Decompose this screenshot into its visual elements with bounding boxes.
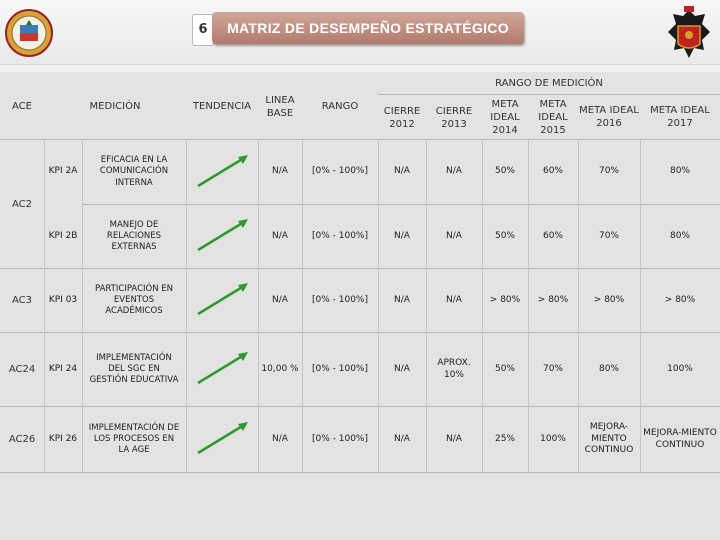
- header-rango: RANGO: [321, 100, 359, 112]
- meta-2014-value: 50%: [494, 166, 515, 177]
- trend-up-arrow-icon: [190, 278, 254, 322]
- header-cierre-2013: CIERRE 2013: [435, 106, 473, 130]
- meta-2016-value: MEJORA-MIENTO CONTINUO: [584, 421, 634, 456]
- header-rango-de-medicion: RANGO DE MEDICIÓN: [495, 77, 603, 89]
- page-title: MATRIZ DE DESEMPEÑO ESTRATÉGICO: [212, 12, 524, 44]
- meta-2017-value: 80%: [669, 230, 690, 241]
- cierre-2012-value: N/A: [394, 166, 410, 177]
- meta-2017-value: 80%: [669, 166, 690, 177]
- cierre-2012-value: N/A: [394, 230, 410, 241]
- cierre-2012-value: N/A: [394, 294, 410, 305]
- medicion-description: PARTICIPACIÓN EN EVENTOS ACADÉMICOS: [95, 283, 173, 317]
- meta-2014-value: 25%: [494, 433, 515, 444]
- header-cierre-2012: CIERRE 2012: [383, 106, 421, 130]
- header-medicion: MEDICIÓN: [89, 100, 141, 112]
- column-divider: [186, 140, 187, 472]
- kpi-code: KPI 03: [48, 294, 78, 305]
- meta-2015-value: 100%: [540, 433, 566, 444]
- header-meta-2016: META IDEAL 2016: [579, 105, 639, 129]
- meta-2015-value: 60%: [542, 166, 563, 177]
- meta-2017-value: 100%: [667, 363, 693, 374]
- cierre-2013-value: N/A: [446, 230, 462, 241]
- row-divider: [0, 472, 720, 473]
- rango-value: [0% - 100%]: [312, 166, 368, 177]
- medicion-description: IMPLEMENTACIÓN DEL SGC EN GESTIÓN EDUCATIVA: [89, 352, 179, 386]
- cierre-2013-value: N/A: [446, 433, 462, 444]
- meta-2014-value: 50%: [494, 363, 515, 374]
- rango-value: [0% - 100%]: [312, 363, 368, 374]
- meta-2016-value: > 80%: [593, 294, 625, 305]
- trend-up-arrow-icon: [190, 150, 254, 194]
- institution-emblem-left: [4, 8, 54, 58]
- slide-number: 6: [192, 14, 214, 46]
- meta-2016-value: 70%: [598, 166, 619, 177]
- rango-value: [0% - 100%]: [312, 294, 368, 305]
- linea-base-value: N/A: [272, 166, 288, 177]
- trend-up-arrow-icon: [190, 347, 254, 391]
- meta-2015-value: > 80%: [537, 294, 569, 305]
- ace-group-label: AC24: [8, 364, 36, 375]
- cierre-2012-value: N/A: [394, 363, 410, 374]
- header-tendencia: TENDENCIA: [192, 100, 252, 112]
- header-meta-2014: META IDEAL 2014: [490, 98, 520, 136]
- header-ace: ACE: [12, 100, 32, 112]
- linea-base-value: N/A: [272, 230, 288, 241]
- kpi-code: KPI 24: [48, 363, 78, 374]
- rango-value: [0% - 100%]: [312, 433, 368, 444]
- meta-2017-value: MEJORA-MIENTO CONTINUO: [643, 427, 717, 450]
- meta-2015-value: 70%: [542, 363, 563, 374]
- meta-2015-value: 60%: [542, 230, 563, 241]
- kpi-code: KPI 2B: [48, 230, 78, 241]
- medicion-description: IMPLEMENTACIÓN DE LOS PROCESOS EN LA AGE: [88, 422, 180, 456]
- meta-2014-value: > 80%: [489, 294, 521, 305]
- institution-emblem-right: [660, 4, 718, 62]
- ace-group-label: AC2: [11, 198, 32, 210]
- header-meta-2015: META IDEAL 2015: [538, 98, 568, 136]
- kpi-code: KPI 26: [48, 433, 78, 444]
- meta-2016-value: 80%: [598, 363, 619, 374]
- meta-2014-value: 50%: [494, 230, 515, 241]
- column-divider: [82, 140, 83, 472]
- header-meta-2017: META IDEAL 2017: [650, 105, 710, 129]
- meta-2016-value: 70%: [598, 230, 619, 241]
- header-linea-base: LINEA BASE: [265, 95, 295, 119]
- cierre-2013-value: N/A: [446, 294, 462, 305]
- ace-group-label: AC3: [11, 295, 32, 306]
- cierre-2012-value: N/A: [394, 433, 410, 444]
- linea-base-value: N/A: [272, 294, 288, 305]
- linea-base-value: N/A: [272, 433, 288, 444]
- meta-2017-value: > 80%: [664, 294, 696, 305]
- cierre-2013-value: N/A: [446, 166, 462, 177]
- group-header-divider: [378, 94, 720, 95]
- cierre-2013-value: APROX. 10%: [437, 357, 471, 380]
- medicion-description: MANEJO DE RELACIONES EXTERNAS: [106, 219, 162, 253]
- linea-base-value: 10,00 %: [261, 363, 299, 374]
- rango-value: [0% - 100%]: [312, 230, 368, 241]
- ace-group-label: AC26: [8, 434, 36, 445]
- kpi-code: KPI 2A: [48, 166, 78, 177]
- medicion-description: EFICACIA EN LA COMUNICACIÓN INTERNA: [99, 155, 169, 188]
- trend-up-arrow-icon: [190, 417, 254, 461]
- trend-up-arrow-icon: [190, 214, 254, 258]
